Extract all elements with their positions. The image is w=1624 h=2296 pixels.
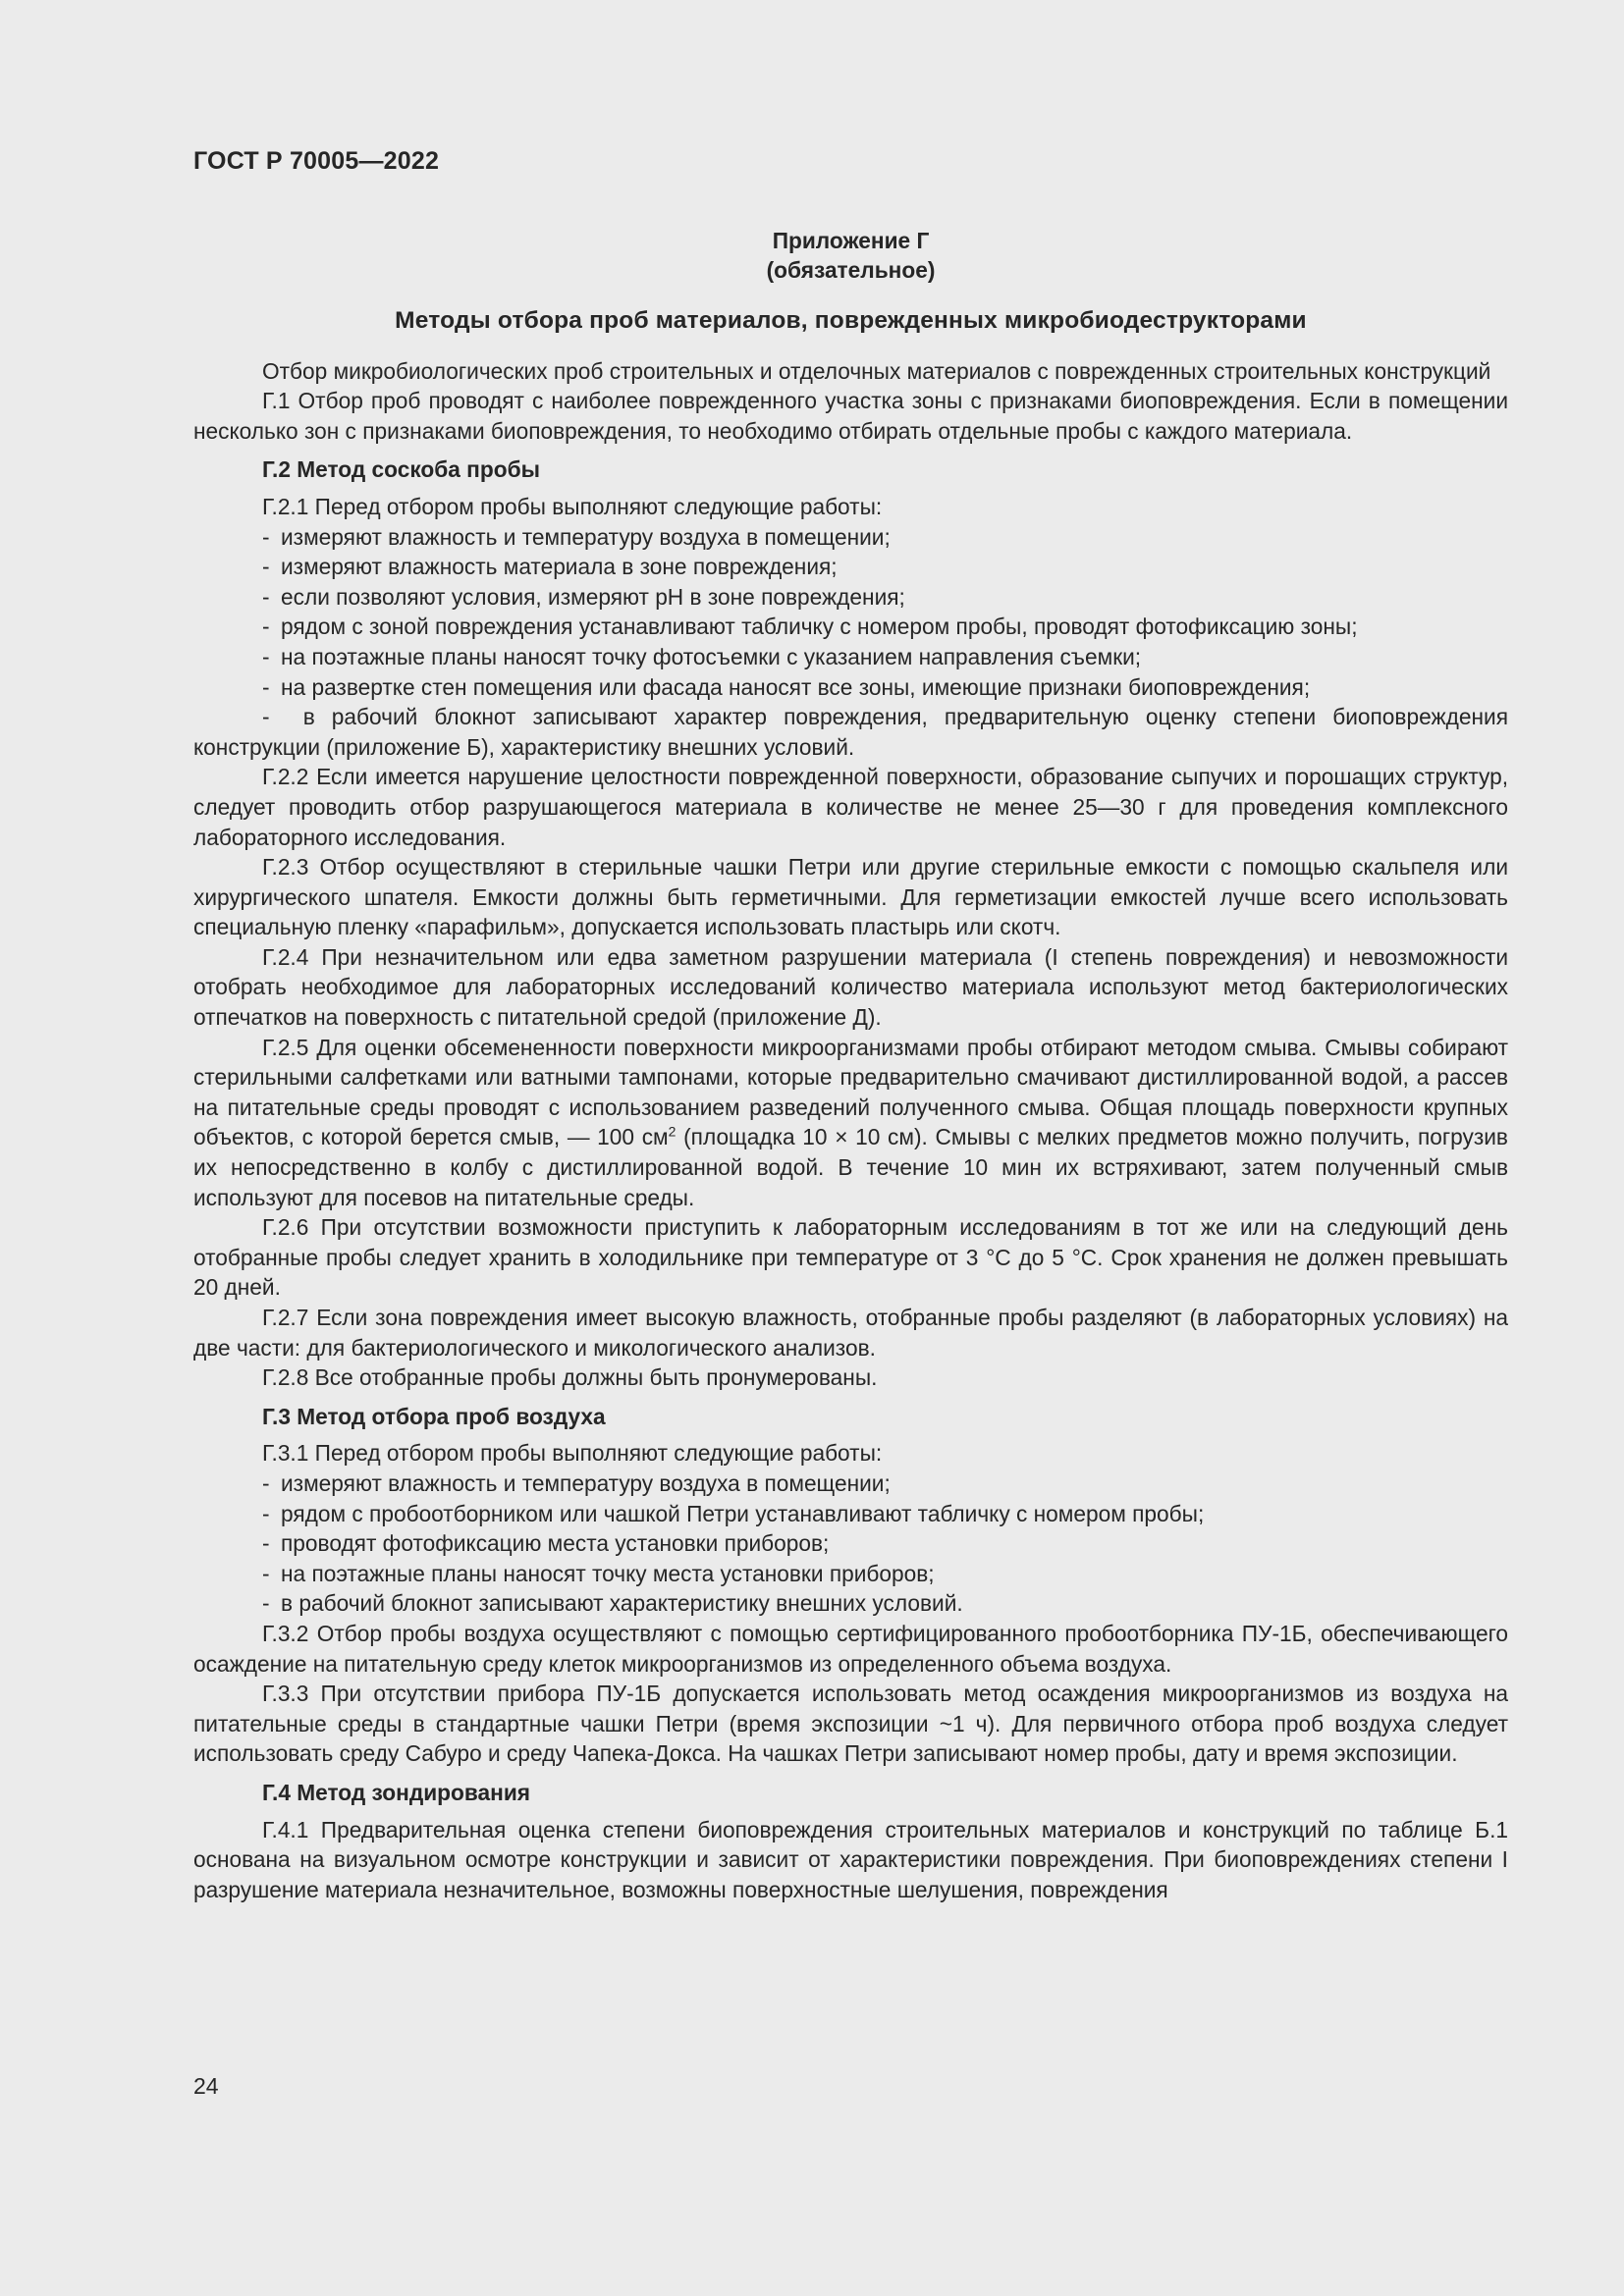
section-heading-g4: Г.4 Метод зондирования [262,1779,531,1805]
paragraph-g2-4: Г.2.4 При незначительном или едва заметном разрушении материала (I степень повреждения) и невозможности отобрать необходимое для лабораторных исследований количество материала используют метод бактериологических отпечатков на поверхность с питательной средой (приложение Д). [193,943,1508,1031]
paragraph-g2-1: Г.2.1 Перед отбором пробы выполняют следующие работы: [262,493,883,519]
list-item: - на развертке стен помещения или фасада наносят все зоны, имеющие признаки биоповреждения; [262,673,1311,700]
paragraph-g2-7: Г.2.7 Если зона повреждения имеет высокую влажность, отобранные пробы разделяют (в лабораторных условиях) на две части: для бактериологического и микологического анализов. [193,1305,1508,1361]
paragraph-g3-3: Г.3.3 При отсутствии прибора ПУ-1Б допускается использовать метод осаждения микроорганизмов из воздуха на питательные среды в стандартные чашки Петри (время экспозиции ~1 ч). Для первичного отбора проб воздуха следует использовать среду Сабуро и среду Чапека-Докса. На чашках Петри записывают номер пробы, дату и время экспозиции. [193,1681,1508,1767]
paragraph-g2-5 [193,1033,1508,1213]
paragraph-g2-6: Г.2.6 При отсутствии возможности приступить к лабораторным исследованиям в тот же или на следующий день отобранные пробы следует хранить в холодильнике при температуре от 3 °С до 5 °С. Срок хранения не должен превышать 20 дней. [193,1214,1508,1301]
page-number: 24 [193,2073,219,2099]
document-id: ГОСТ Р 70005—2022 [193,147,440,175]
list-item-text: рядом с пробоотборником или чашкой Петри устанавливают табличку с номером пробы; [281,1500,1205,1526]
list-item-text: на развертке стен помещения или фасада наносят все зоны, имеющие признаки биоповреждения; [281,673,1311,700]
section-heading-g2: Г.2 Метод соскоба пробы [262,456,540,483]
list-item: - если позволяют условия, измеряют pH в зоне повреждения; [262,583,905,610]
list-item: - в рабочий блокнот записывают характеристику внешних условий. [262,1590,963,1617]
list-item: - на поэтажные планы наносят точку фотосъемки с указанием направления съемки; [262,643,1142,669]
list-item-text: на поэтажные планы наносят точку фотосъемки с указанием направления съемки; [281,643,1142,669]
list-item: - на поэтажные планы наносят точку места установки приборов; [262,1560,935,1586]
list-item: - измеряют влажность и температуру воздуха в помещении; [262,1469,891,1496]
list-item: - рядом с зоной повреждения устанавливают табличку с номером пробы, проводят фотофиксацию зоны; [262,614,1358,640]
superscript: 2 [668,1123,677,1140]
list-item-text: измеряют влажность и температуру воздуха в помещении; [281,1469,891,1496]
paragraph-g2-3: Г.2.3 Отбор осуществляют в стерильные чашки Петри или другие стерильные емкости с помощью скальпеля или хирургического шпателя. Емкости должны быть герметичными. Для герметизации емкостей лучше всего использовать специальную пленку «парафильм», допускается использовать пластырь или скотч. [193,854,1508,940]
list-item-text: если позволяют условия, измеряют pH в зоне повреждения; [281,583,905,610]
list-item-text: измеряют влажность и температуру воздуха в помещении; [281,523,891,550]
paragraph-g2-8: Г.2.8 Все отобранные пробы должны быть пронумерованы. [262,1364,878,1391]
annex-title: Методы отбора проб материалов, поврежденных микробиодеструкторами [395,307,1307,334]
list-item-text: проводят фотофиксацию места установки приборов; [281,1530,830,1557]
annex-status: (обязательное) [766,257,936,283]
paragraph-g3-2: Г.3.2 Отбор пробы воздуха осуществляют с помощью сертифицированного пробоотборника ПУ-1Б, обеспечивающего осаждение на питательную среду клеток микроорганизмов из определенного объема воздуха. [193,1620,1508,1677]
annex-label: Приложение Г [772,228,930,253]
paragraph-g2-2: Г.2.2 Если имеется нарушение целостности поврежденной поверхности, образование сыпучих и порошащих структур, следует проводить отбор разрушающегося материала в количестве не менее 25—30 г для проведения комплексного лабораторного исследования. [193,764,1508,850]
paragraph-g2-5-part2: (площадка 10 × 10 см). Смывы с мелких предметов можно получить, погрузив их непосредственно в колбу с дистиллированной водой. В течение 10 мин их встряхивают, затем полученный смыв используют для посевов на питательные среды. [193,1124,1508,1210]
paragraph-g4-1: Г.4.1 Предварительная оценка степени биоповреждения строительных материалов и конструкций по таблице Б.1 основана на визуальном осмотре конструкции и зависит от характеристики повреждения. При биоповреждениях степени I разрушение материала незначительное, возможны поверхностные шелушения, повреждения [193,1816,1508,1902]
list-item: - проводят фотофиксацию места установки приборов; [262,1530,830,1557]
paragraph-g3-1: Г.3.1 Перед отбором пробы выполняют следующие работы: [262,1440,883,1467]
list-item-text: в рабочий блокнот записывают характер повреждения, предварительную оценку степени биоповреждения конструкции (приложение Б), характеристику внешних условий. [193,704,1508,760]
list-item-text: на поэтажные планы наносят точку места установки приборов; [281,1560,935,1586]
list-item: - в рабочий блокнот записывают характер повреждения, предварительную оценку степени биоповреждения конструкции (приложение Б), характеристику внешних условий. [193,704,1508,760]
document-body [193,226,1508,1904]
intro-paragraph: Отбор микробиологических проб строительных и отделочных материалов с поврежденных строительных конструкций [262,357,1491,384]
list-item: - измеряют влажность и температуру воздуха в помещении; [262,523,891,550]
paragraph-g1: Г.1 Отбор проб проводят с наиболее поврежденного участка зоны с признаками биоповреждения. Если в помещении несколько зон с признаками биоповреждения, то необходимо отбирать отдельные пробы с каждого материала. [193,388,1508,444]
paragraph-g2-5-part1: Г.2.5 Для оценки обсемененности поверхности микроорганизмами пробы отбирают методом смыва. Смывы собирают стерильными салфетками или ватными тампонами, которые предварительно смачивают дистиллированной водой, а рассев на питательные среды проводят с использованием разведений полученного смыва. Общая площадь поверхности крупных объектов, с которой берется смыв, — 100 см [193,1034,1508,1150]
list-item: - измеряют влажность материала в зоне повреждения; [262,554,838,580]
list-item-text: в рабочий блокнот записывают характеристику внешних условий. [281,1590,963,1617]
list-item-text: измеряют влажность материала в зоне повреждения; [281,554,838,580]
list-item: - рядом с пробоотборником или чашкой Петри устанавливают табличку с номером пробы; [262,1500,1205,1526]
list-item-text: рядом с зоной повреждения устанавливают табличку с номером пробы, проводят фотофиксацию зоны; [281,614,1358,640]
section-heading-g3: Г.3 Метод отбора проб воздуха [262,1403,606,1429]
